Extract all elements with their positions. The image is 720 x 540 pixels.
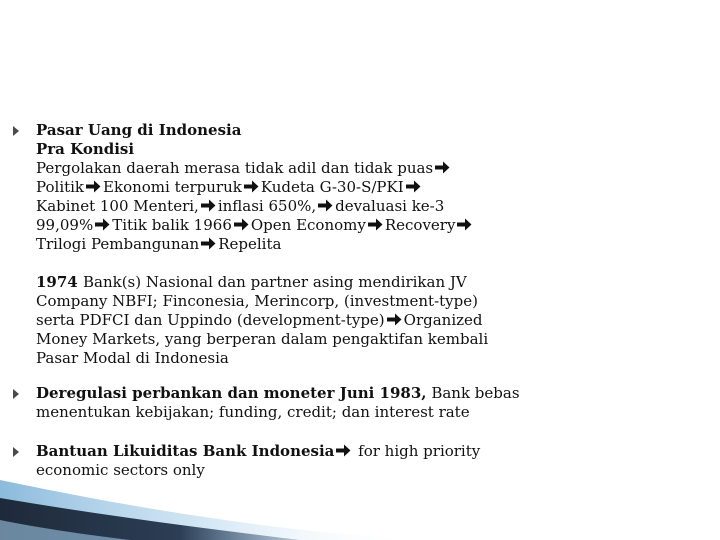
- text-line: [36, 273, 591, 292]
- text-segment: Organized: [403, 311, 483, 329]
- arrow-right-icon: [234, 218, 249, 231]
- arrow-right-icon: [86, 180, 101, 193]
- arrow-right-icon: [244, 180, 259, 193]
- arrow-right-icon: [318, 199, 333, 212]
- text-segment: Open Economy: [250, 216, 366, 234]
- text-segment: devaluasi ke-3: [335, 197, 445, 215]
- arrow-right-icon: [201, 199, 216, 212]
- year-label: 1974: [36, 273, 83, 291]
- bullet-rest-text: Bank bebas: [431, 384, 520, 402]
- text-segment: Pergolakan daerah merasa tidak adil dan tidak puas: [36, 159, 434, 177]
- text-segment: Ekonomi terpuruk: [103, 178, 242, 196]
- triangle-bullet-icon: [13, 389, 19, 399]
- decorative-swoosh: [0, 420, 720, 540]
- text-line: [36, 330, 591, 349]
- bullet-heading: Pasar Uang di Indonesia: [36, 121, 242, 139]
- bullet-lines: [36, 159, 591, 254]
- bullet-rest-text: for high priority: [358, 442, 481, 460]
- text-line: [36, 159, 591, 178]
- text-segment: Kudeta G-30-S/PKI: [260, 178, 404, 196]
- bullet-second-line: economic sectors only: [36, 461, 205, 479]
- text-segment: inflasi 650%,: [217, 197, 317, 215]
- text-segment: Company NBFI; Finconesia, Merincorp, (investment-type): [36, 292, 478, 310]
- paragraph-lines: [36, 273, 591, 368]
- text-segment: Trilogi Pembangunan: [36, 235, 200, 253]
- bullet-text: [36, 384, 591, 422]
- text-line: [36, 349, 591, 368]
- text-segment: serta PDFCI dan Uppindo (development-type): [36, 311, 385, 329]
- text-segment: Kabinet 100 Menteri,: [36, 197, 199, 215]
- text-segment: Bank(s) Nasional dan partner asing mendirikan JV: [82, 273, 467, 291]
- triangle-bullet-icon: [13, 126, 19, 136]
- arrow-right-icon: [457, 218, 472, 231]
- arrow-right-icon: [95, 218, 110, 231]
- text-line: [36, 178, 591, 197]
- paragraph-text: [36, 273, 591, 368]
- text-line: [36, 197, 591, 216]
- arrow-right-icon: [406, 180, 421, 193]
- bullet-second-line: menentukan kebijakan; funding, credit; dan interest rate: [36, 403, 470, 421]
- text-line: [36, 292, 591, 311]
- bullet-bold-text: Bantuan Likuiditas Bank Indonesia: [36, 442, 335, 460]
- arrow-right-icon: [201, 237, 216, 250]
- text-segment: Recovery: [384, 216, 456, 234]
- arrow-right-icon: [368, 218, 383, 231]
- arrow-right-icon: [387, 313, 402, 326]
- bullet-subheading: Pra Kondisi: [36, 140, 135, 158]
- text-segment: Repelita: [218, 235, 282, 253]
- bullet-bold-text: Deregulasi perbankan dan moneter Juni 1983,: [36, 384, 427, 402]
- text-line: [36, 235, 591, 254]
- arrow-right-icon: [435, 161, 450, 174]
- text-segment: Politik: [36, 178, 85, 196]
- bullet-text: [36, 121, 591, 254]
- text-line: [36, 216, 591, 235]
- text-segment: 99,09%: [36, 216, 94, 234]
- text-segment: Money Markets, yang berperan dalam pengaktifan kembali: [36, 330, 489, 348]
- text-segment: Titik balik 1966: [112, 216, 232, 234]
- text-segment: Pasar Modal di Indonesia: [36, 349, 229, 367]
- text-line: [36, 311, 591, 330]
